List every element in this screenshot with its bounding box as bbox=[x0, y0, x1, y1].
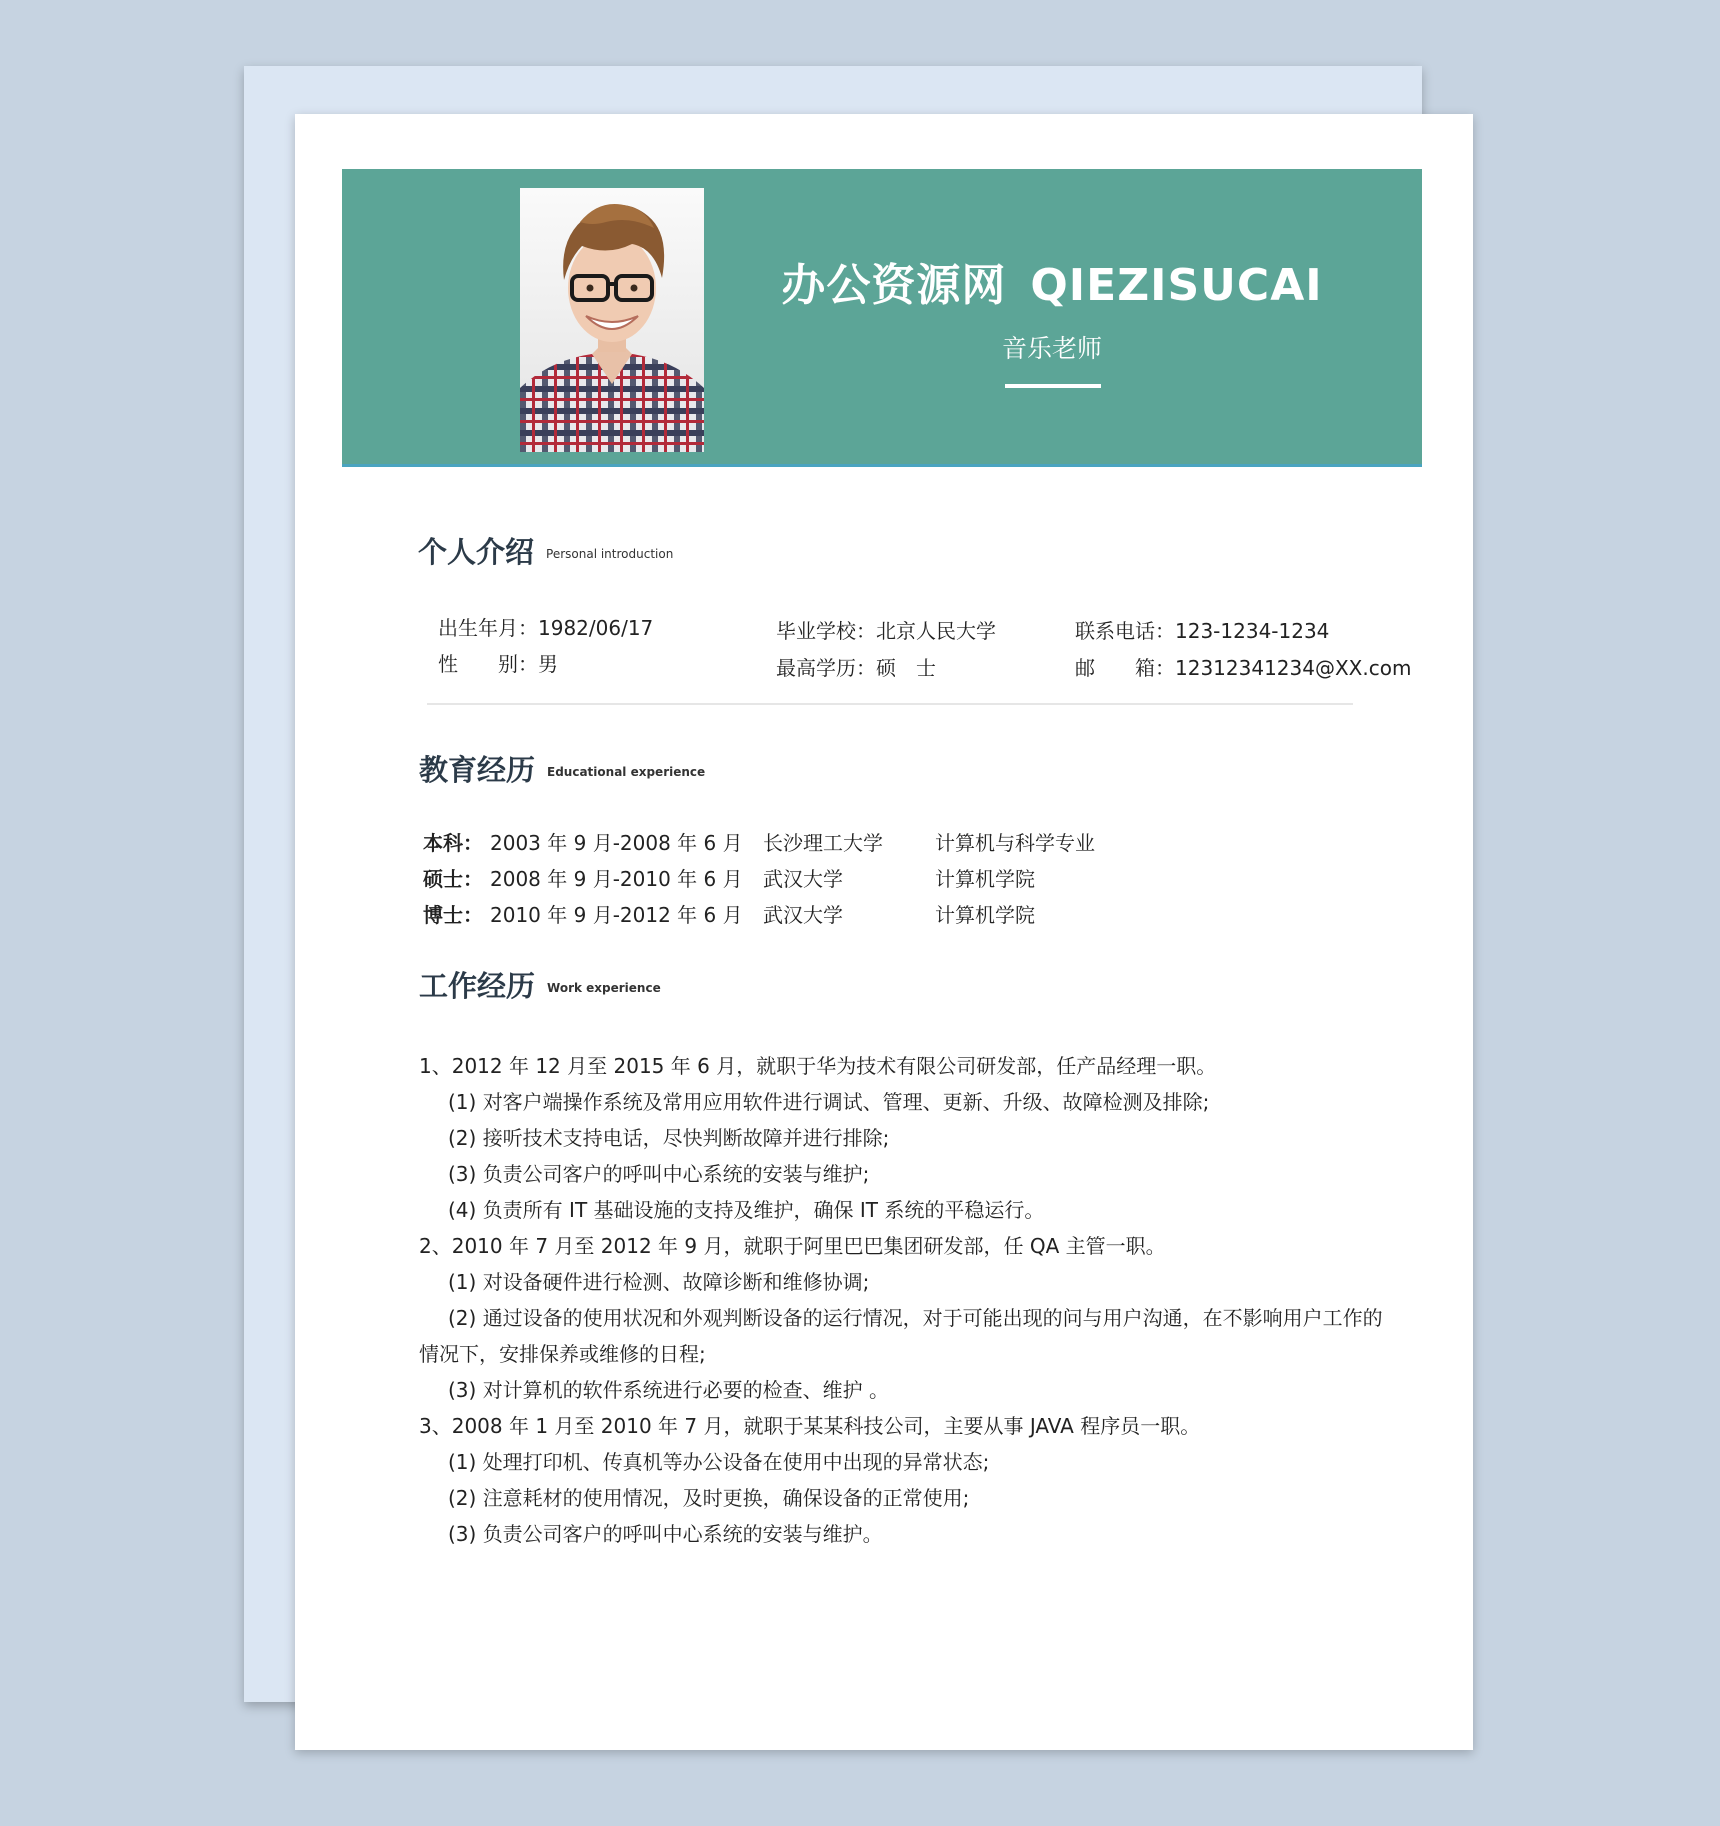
work-title-zh: 工作经历 bbox=[419, 969, 536, 1003]
work-detail: (4) 负责所有 IT 基础设施的支持及维护，确保 IT 系统的平稳运行。 bbox=[448, 1198, 1045, 1222]
edu-degree: 硕士： bbox=[423, 867, 483, 891]
work-detail-continued: 情况下，安排保养或维修的日程; bbox=[419, 1342, 706, 1366]
name-en: QIEZISUCAI bbox=[1030, 260, 1323, 311]
title-underline bbox=[1005, 384, 1101, 388]
edu-major: 计算机与科学专业 bbox=[935, 831, 1095, 855]
edu-school: 武汉大学 bbox=[763, 867, 843, 891]
personal-title-en: Personal introduction bbox=[546, 547, 674, 561]
phone-number: 联系电话：123-1234-1234 bbox=[1075, 619, 1330, 643]
gender: 性 别：男 bbox=[438, 652, 558, 676]
work-detail: (3) 对计算机的软件系统进行必要的检查、维护 。 bbox=[448, 1378, 890, 1402]
personal-title-zh: 个人介绍 bbox=[418, 535, 535, 569]
work-item: 3、2008 年 1 月至 2010 年 7 月，就职于某某科技公司，主要从事 JAVA 程序员一职。 bbox=[419, 1414, 1201, 1438]
job-title: 音乐老师 bbox=[1001, 334, 1102, 363]
edu-degree: 博士： bbox=[423, 903, 483, 927]
education-section-title bbox=[419, 748, 705, 789]
work-title-en: Work experience bbox=[547, 981, 661, 995]
work-detail: (2) 通过设备的使用状况和外观判断设备的运行情况，对于可能出现的问与用户沟通，在不影响用户工作的 bbox=[448, 1306, 1383, 1330]
email-address: 邮 箱：12312341234@XX.com bbox=[1075, 656, 1412, 680]
highest-degree: 最高学历：硕 士 bbox=[776, 656, 936, 680]
birth-date: 出生年月：1982/06/17 bbox=[438, 616, 654, 640]
work-detail: (1) 对客户端操作系统及常用应用软件进行调试、管理、更新、升级、故障检测及排除; bbox=[448, 1090, 1210, 1114]
work-detail: (3) 负责公司客户的呼叫中心系统的安装与维护。 bbox=[448, 1522, 883, 1546]
personal-section-title bbox=[418, 530, 673, 571]
education-title-en: Educational experience bbox=[547, 765, 706, 779]
resume-name bbox=[742, 249, 1362, 313]
section-divider bbox=[427, 703, 1353, 705]
edu-major: 计算机学院 bbox=[935, 867, 1035, 891]
profile-photo bbox=[520, 188, 704, 452]
work-item: 2、2010 年 7 月至 2012 年 9 月，就职于阿里巴巴集团研发部，任 QA 主管一职。 bbox=[419, 1234, 1166, 1258]
edu-degree: 本科： bbox=[423, 831, 483, 855]
edu-major: 计算机学院 bbox=[935, 903, 1035, 927]
edu-period: 2008 年 9 月-2010 年 6 月 bbox=[490, 867, 743, 891]
graduate-school: 毕业学校：北京人民大学 bbox=[776, 619, 996, 643]
work-detail: (3) 负责公司客户的呼叫中心系统的安装与维护; bbox=[448, 1162, 870, 1186]
work-section-title bbox=[419, 964, 661, 1005]
resume-page bbox=[295, 114, 1473, 1750]
work-item: 1、2012 年 12 月至 2015 年 6 月，就职于华为技术有限公司研发部，任产品经理一职。 bbox=[419, 1054, 1217, 1078]
work-detail: (1) 处理打印机、传真机等办公设备在使用中出现的异常状态; bbox=[448, 1450, 990, 1474]
edu-school: 武汉大学 bbox=[763, 903, 843, 927]
work-detail: (1) 对设备硬件进行检测、故障诊断和维修协调; bbox=[448, 1270, 870, 1294]
work-detail: (2) 接听技术支持电话，尽快判断故障并进行排除; bbox=[448, 1126, 890, 1150]
education-title-zh: 教育经历 bbox=[419, 753, 536, 787]
edu-school: 长沙理工大学 bbox=[763, 831, 883, 855]
header-banner bbox=[342, 169, 1422, 467]
name-zh: 办公资源网 bbox=[781, 260, 1007, 311]
edu-period: 2003 年 9 月-2008 年 6 月 bbox=[490, 831, 743, 855]
edu-period: 2010 年 9 月-2012 年 6 月 bbox=[490, 903, 743, 927]
work-detail: (2) 注意耗材的使用情况，及时更换，确保设备的正常使用; bbox=[448, 1486, 970, 1510]
